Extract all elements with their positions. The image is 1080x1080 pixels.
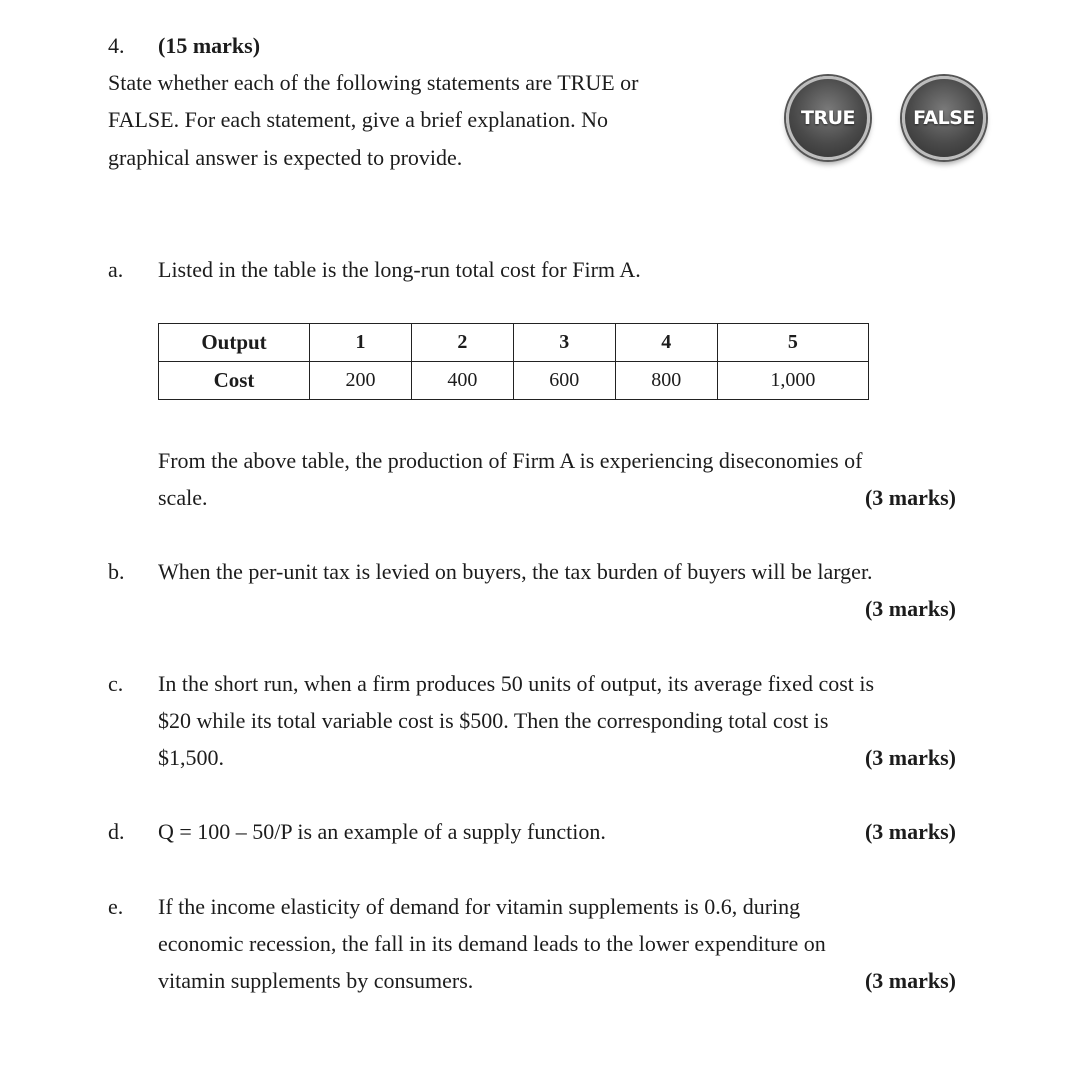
output-cell: 2 [411,324,513,362]
part-d-label: d. [108,819,125,844]
part-a-intro: Listed in the table is the long-run total cost for Firm A. [158,257,641,282]
part-c-label: c. [108,671,124,696]
part-e-statement-line-3: vitamin supplements by consumers. [158,968,474,993]
true-badge-label: TRUE [801,107,855,129]
part-b-label: b. [108,559,125,584]
cost-table [158,323,869,400]
part-a-label: a. [108,257,124,282]
question-number: 4. [108,33,125,58]
cost-cell: 400 [411,362,513,400]
false-badge-label: FALSE [913,107,975,129]
output-cell: 3 [513,324,615,362]
false-badge [902,76,986,160]
part-e-statement-line-1: If the income elasticity of demand for vitamin supplements is 0.6, during [158,894,801,919]
part-d-marks: (3 marks) [864,819,956,844]
output-cell: 5 [717,324,868,362]
true-badge [786,76,870,160]
part-c-statement-line-1: In the short run, when a firm produces 50 units of output, its average fixed cost is [158,671,875,696]
part-c-statement-line-3: $1,500. [158,745,224,770]
part-b-statement-line-1: When the per-unit tax is levied on buyers, the tax burden of buyers will be larger. [158,559,873,584]
output-row [159,324,869,362]
part-a-statement-line-1: From the above table, the production of Firm A is experiencing diseconomies of [158,448,863,473]
instructions-line-3: graphical answer is expected to provide. [108,145,463,170]
cost-row-header: Cost [159,362,310,400]
cost-cell: 600 [513,362,615,400]
instructions-line-1: State whether each of the following statements are TRUE or [108,70,639,95]
cost-cell: 1,000 [717,362,868,400]
output-row-header: Output [159,324,310,362]
question-total-marks: (15 marks) [158,33,261,58]
part-e-label: e. [108,894,124,919]
output-cell: 4 [615,324,717,362]
cost-cell: 200 [310,362,412,400]
instructions-line-2: FALSE. For each statement, give a brief explanation. No [108,107,608,132]
cost-row [159,362,869,400]
output-cell: 1 [310,324,412,362]
part-b-marks: (3 marks) [864,596,956,621]
part-c-statement-line-2: $20 while its total variable cost is $500. Then the corresponding total cost is [158,708,829,733]
part-e-marks: (3 marks) [864,968,956,993]
part-c-marks: (3 marks) [864,745,956,770]
part-a-statement-line-2: scale. [158,485,208,510]
part-a-marks: (3 marks) [864,485,956,510]
part-d-statement-line-1: Q = 100 – 50/P is an example of a supply function. [158,819,606,844]
cost-cell: 800 [615,362,717,400]
part-e-statement-line-2: economic recession, the fall in its demand leads to the lower expenditure on [158,931,826,956]
